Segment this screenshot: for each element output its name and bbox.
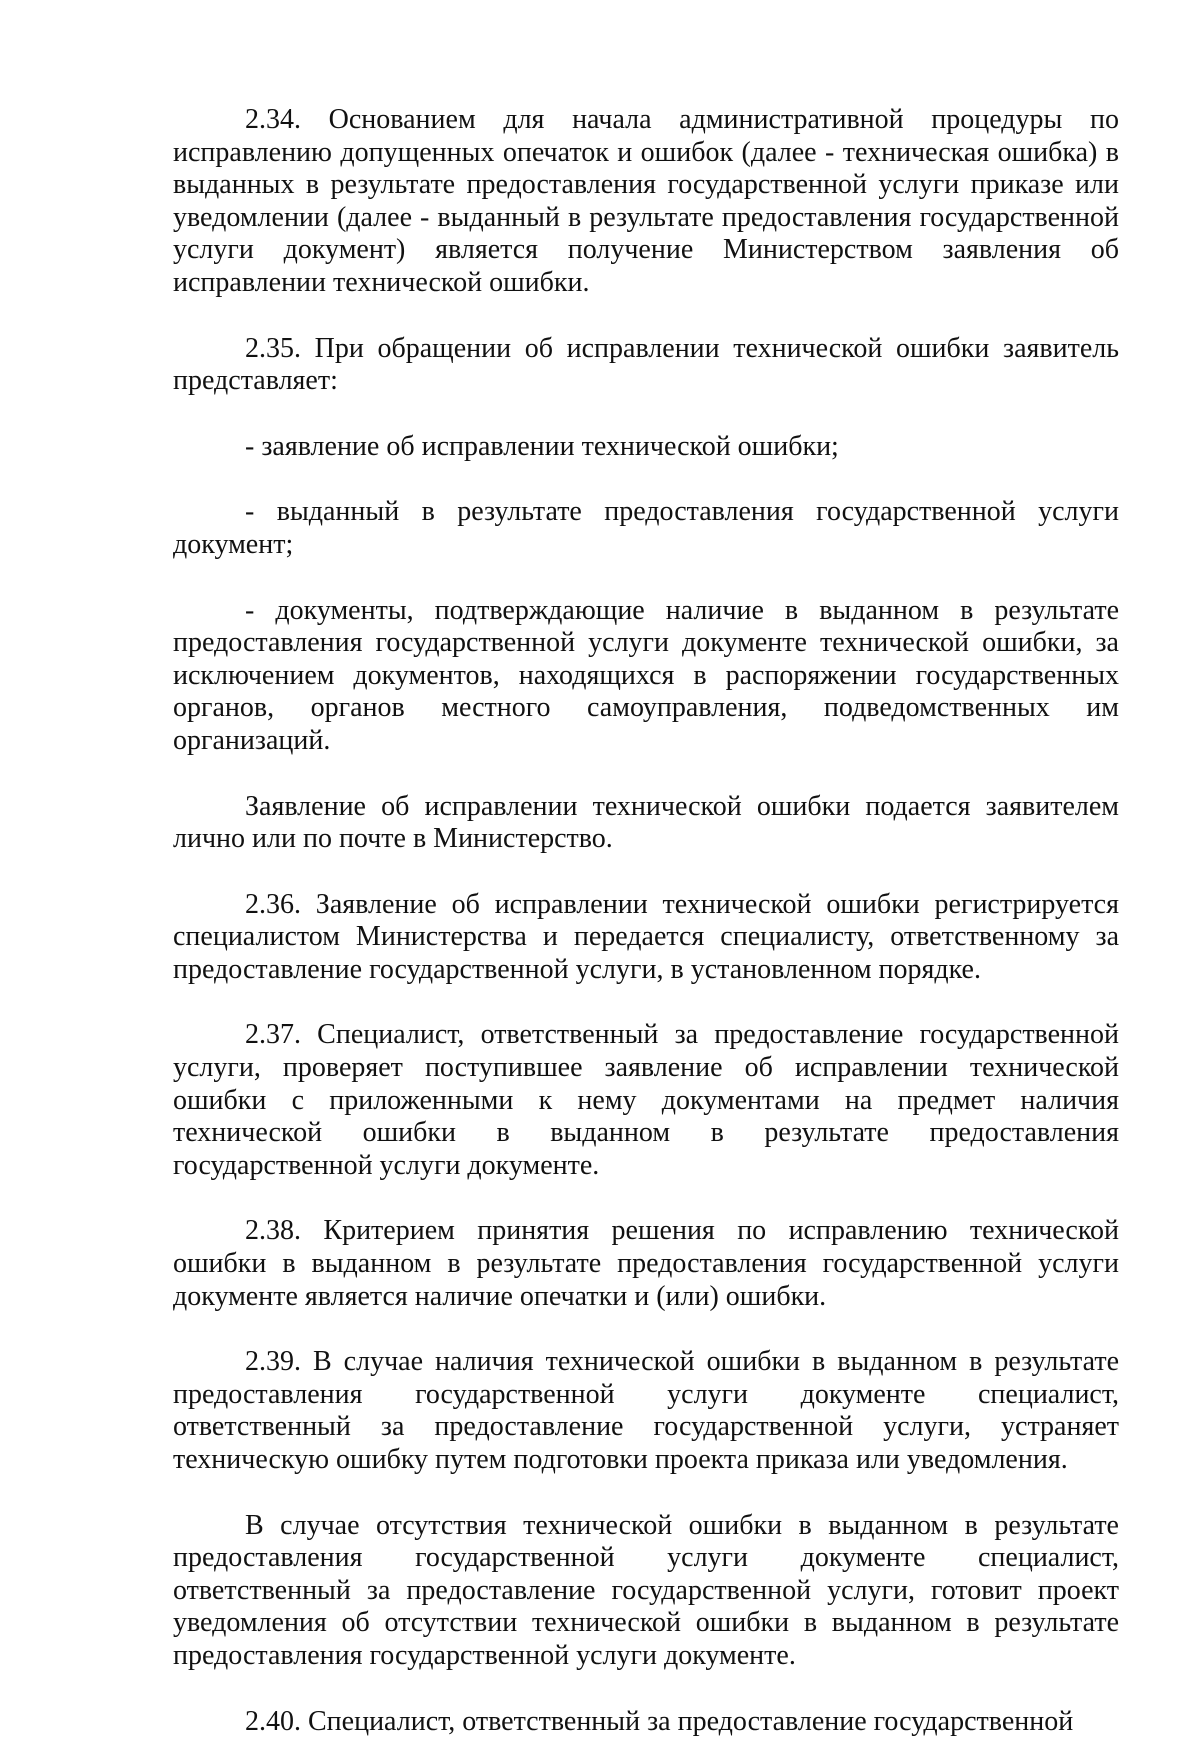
list-item-application: - заявление об исправлении технической ошибки; [245,430,839,462]
list-item-issued-document: - выданный в результате предоставления государственной услуги документ; [173,496,1119,560]
paragraph-no-error-case: В случае отсутствия технической ошибки в выданном в результате предоставления государственной услуги документе специалист, ответственный за предоставление государственной услуги, готовит проект уведомления об отсутствии технической ошибки в выданном в результате предоставления государственной услуги документе. [173,1509,1119,1671]
paragraph-2-39: 2.39. В случае наличия технической ошибки в выданном в результате предоставления государственной услуги документе специалист, ответственный за предоставление государственной услуги, устраняет техническую ошибку путем подготовки проекта приказа или уведомления. [173,1346,1119,1475]
paragraph-2-35: 2.35. При обращении об исправлении технической ошибки заявитель представляет: [173,332,1119,397]
paragraph-application-submission: Заявление об исправлении технической ошибки подается заявителем лично или по почте в Министерство. [173,790,1119,855]
paragraph-2-38: 2.38. Критерием принятия решения по исправлению технической ошибки в выданном в результате предоставления государственной услуги документе является наличие опечатки и (или) ошибки. [173,1215,1119,1312]
paragraph-2-40: 2.40. Специалист, ответственный за предоставление государственной [245,1705,1074,1737]
paragraph-2-34: 2.34. Основанием для начала административной процедуры по исправлению допущенных опечаток и ошибок (далее - техническая ошибка) в выданных в результате предоставления государственной услуги приказе или уведомлении (далее - выданный в результате предоставления государственной услуги документ) является получение Министерством заявления об исправлении технической ошибки. [173,104,1119,298]
paragraph-2-36: 2.36. Заявление об исправлении технической ошибки регистрируется специалистом Министерства и передается специалисту, ответственному за предоставление государственной услуги, в установленном порядке. [173,888,1119,985]
paragraph-2-37: 2.37. Специалист, ответственный за предоставление государственной услуги, проверяет поступившее заявление об исправлении технической ошибки с приложенными к нему документами на предмет наличия технической ошибки в выданном в результате предоставления государственной услуги документе. [173,1019,1119,1181]
list-item-supporting-documents: - документы, подтверждающие наличие в выданном в результате предоставления государственной услуги документе технической ошибки, за исключением документов, находящихся в распоряжении государственных органов, органов местного самоуправления, подведомственных им организаций. [173,594,1119,756]
document-body [173,104,1119,1738]
